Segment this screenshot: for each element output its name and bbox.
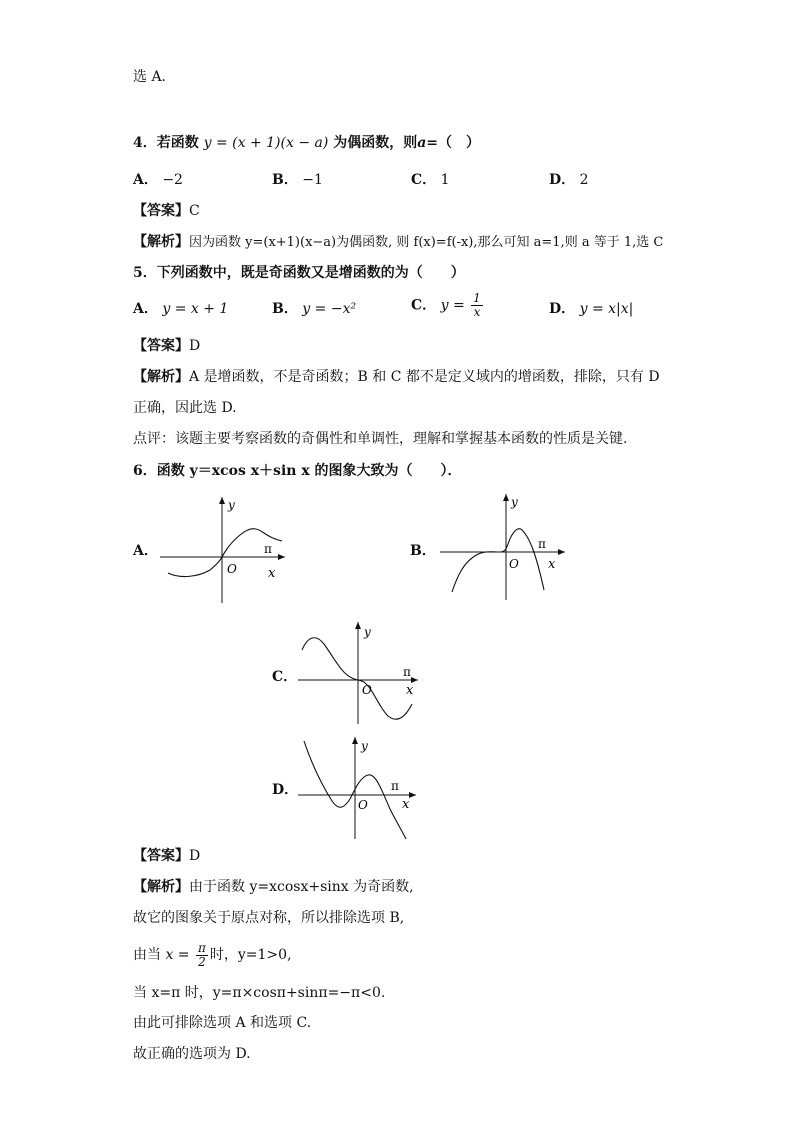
q5-option-d: D． y = x|x| — [549, 301, 634, 317]
q5-answer: 【答案】D — [133, 338, 201, 354]
q5-option-b: B． y = −x² — [272, 301, 357, 317]
q4-option-c: C． 1 — [411, 172, 450, 188]
graph-d-origin: O — [358, 798, 368, 812]
top-line: 选 A． — [133, 69, 176, 85]
q4-prefix: 4．若函数 — [133, 135, 199, 151]
q5-comment: 点评：该题主要考察函数的奇偶性和单调性，理解和掌握基本函数的性质是关键. — [133, 431, 628, 447]
graph-c-label: C． — [272, 669, 298, 685]
graph-c — [298, 620, 423, 730]
graph-c-y-label: y — [364, 625, 371, 639]
q4-answer: 【答案】C — [133, 203, 200, 219]
graph-a — [160, 495, 290, 605]
graph-d — [298, 735, 423, 845]
graph-a-y-label: y — [228, 498, 235, 512]
q4-var: a — [417, 135, 427, 151]
graph-b — [440, 492, 570, 602]
q4-option-d: D． 2 — [549, 172, 589, 188]
graph-b-origin: O — [509, 557, 519, 571]
question-5-stem: 5．下列函数中，既是奇函数又是增函数的为（ ） — [133, 265, 465, 281]
q4-option-b: B． −1 — [272, 172, 323, 188]
graph-a-label: A． — [133, 543, 158, 559]
graph-b-label: B． — [410, 543, 436, 559]
graph-b-y-label: y — [511, 495, 518, 509]
question-6-stem: 6．函数 y＝xcos x＋sin x 的图象大致为（ ）． — [133, 463, 462, 479]
q5-option-c: C． y = $\frac{1}{x}$ — [411, 291, 481, 319]
q4-option-a: A． −2 — [133, 172, 183, 188]
graph-a-origin: O — [227, 562, 237, 576]
q6-answer: 【答案】D — [133, 848, 201, 864]
q6-analysis-line3: 由当 x = $\frac{\pi}{2}$ 时，y=1>0, — [133, 940, 292, 969]
graph-a-pi: π — [264, 542, 272, 556]
q6-analysis-line4: 当 x=π 时，y=π×cosπ+sinπ=−π<0. — [133, 985, 386, 1001]
graph-a-x-label: x — [268, 566, 276, 581]
q5-analysis-line2: 正确，因此选 D. — [133, 400, 237, 416]
graph-d-pi: π — [391, 779, 399, 793]
q5-option-a: A． y = x + 1 — [133, 301, 229, 317]
graph-c-pi: π — [403, 665, 411, 679]
q6-analysis-line1: 【解析】由于函数 y=xcosx+sinx 为奇函数, — [133, 879, 414, 895]
graph-c-origin: O — [362, 683, 372, 697]
graph-d-y-label: y — [361, 739, 368, 753]
q4-expression: y = (x + 1)(x − a) — [203, 135, 329, 151]
q6-analysis-line5: 由此可排除选项 A 和选项 C. — [133, 1015, 312, 1031]
q6-analysis-line2: 故它的图象关于原点对称，所以排除选项 B, — [133, 910, 405, 926]
q6-analysis-line6: 故正确的选项为 D. — [133, 1046, 251, 1062]
graph-d-x-label: x — [402, 797, 410, 812]
q4-end: =（ ） — [426, 135, 481, 151]
graph-d-label: D． — [272, 782, 299, 798]
q5-analysis-line1: 【解析】A 是增函数，不是奇函数；B 和 C 都不是定义域内的增函数，排除，只有 D — [133, 369, 660, 385]
q4-suffix: 为偶函数，则 — [333, 135, 418, 151]
graph-c-x-label: x — [406, 683, 414, 698]
q4-analysis: 【解析】因为函数 y=(x+1)(x−a)为偶函数, 则 f(x)=f(-x),那么可知 a=1,则 a 等于 1,选 C — [133, 234, 664, 250]
graph-b-pi: π — [538, 537, 546, 551]
question-4-stem — [133, 133, 480, 153]
graph-b-x-label: x — [548, 557, 556, 572]
